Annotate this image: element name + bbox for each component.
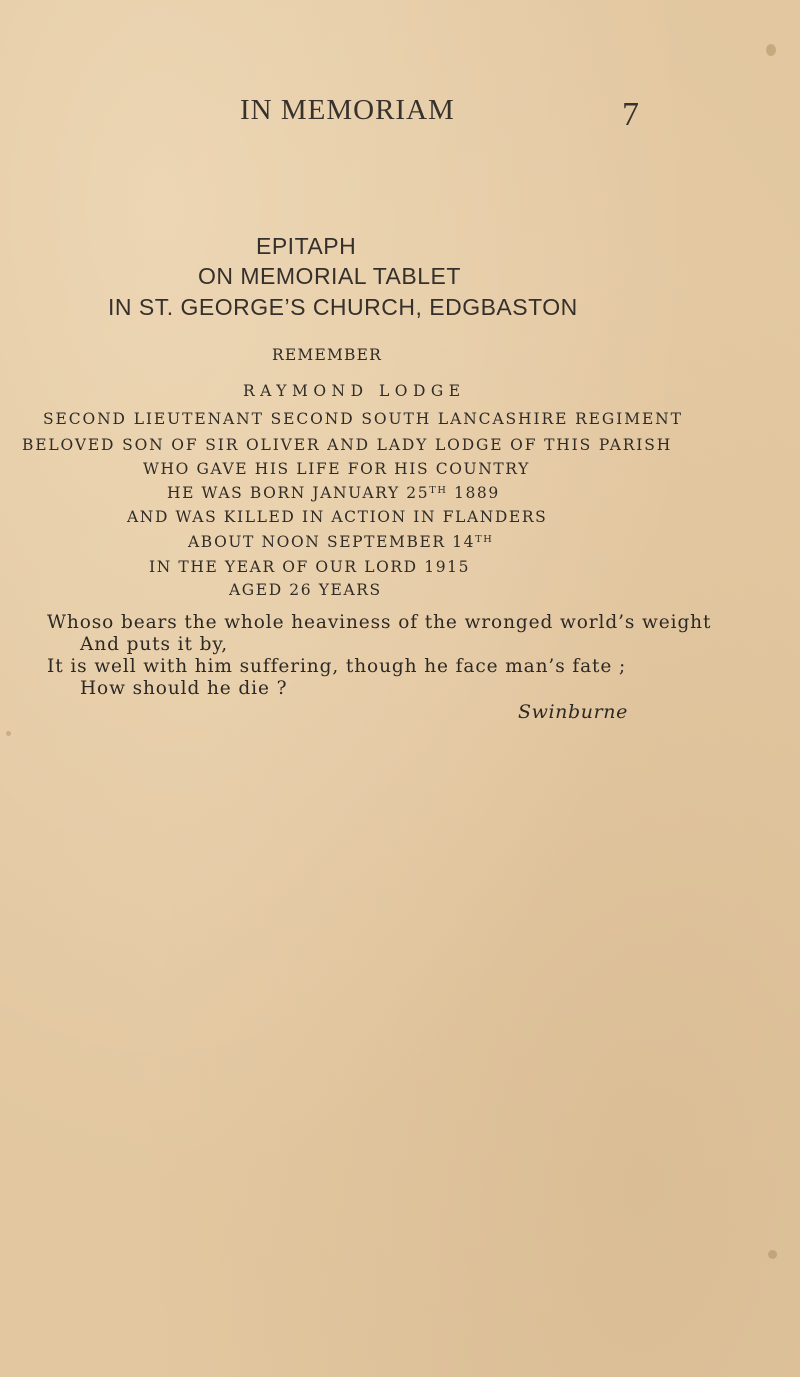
tablet-line: WHO GAVE HIS LIFE FOR HIS COUNTRY	[143, 460, 530, 478]
epitaph-location: IN ST. GEORGE’S CHURCH, EDGBASTON	[108, 294, 578, 320]
paper-speck	[766, 44, 776, 56]
verse-attribution: Swinburne	[518, 701, 628, 723]
tablet-line: AND WAS KILLED IN ACTION IN FLANDERS	[127, 508, 548, 526]
verse-line: How should he die ?	[80, 678, 288, 699]
epitaph-title: EPITAPH	[256, 233, 357, 259]
tablet-line: IN THE YEAR OF OUR LORD 1915	[149, 558, 471, 576]
tablet-line: ABOUT NOON SEPTEMBER 14ᵀᴴ	[188, 533, 494, 551]
verse-line: Whoso bears the whole heaviness of the wronged world’s weight	[47, 612, 712, 633]
running-head: IN MEMORIAM	[240, 94, 455, 126]
tablet-remember: REMEMBER	[272, 346, 383, 364]
tablet-line: AGED 26 YEARS	[229, 581, 382, 599]
paper-speck	[768, 1250, 777, 1259]
tablet-line: BELOVED SON OF SIR OLIVER AND LADY LODGE OF THIS PARISH	[22, 436, 673, 454]
tablet-line: HE WAS BORN JANUARY 25ᵀᴴ 1889	[167, 484, 500, 502]
page-number: 7	[622, 96, 639, 133]
tablet-name: RAYMOND LODGE	[243, 382, 466, 400]
tablet-line: SECOND LIEUTENANT SECOND SOUTH LANCASHIRE REGIMENT	[43, 410, 683, 428]
verse-line: It is well with him suffering, though he face man’s fate ;	[47, 656, 627, 677]
epitaph-subtitle: ON MEMORIAL TABLET	[198, 263, 461, 289]
verse-line: And puts it by,	[80, 634, 229, 655]
paper-speck	[6, 731, 11, 736]
